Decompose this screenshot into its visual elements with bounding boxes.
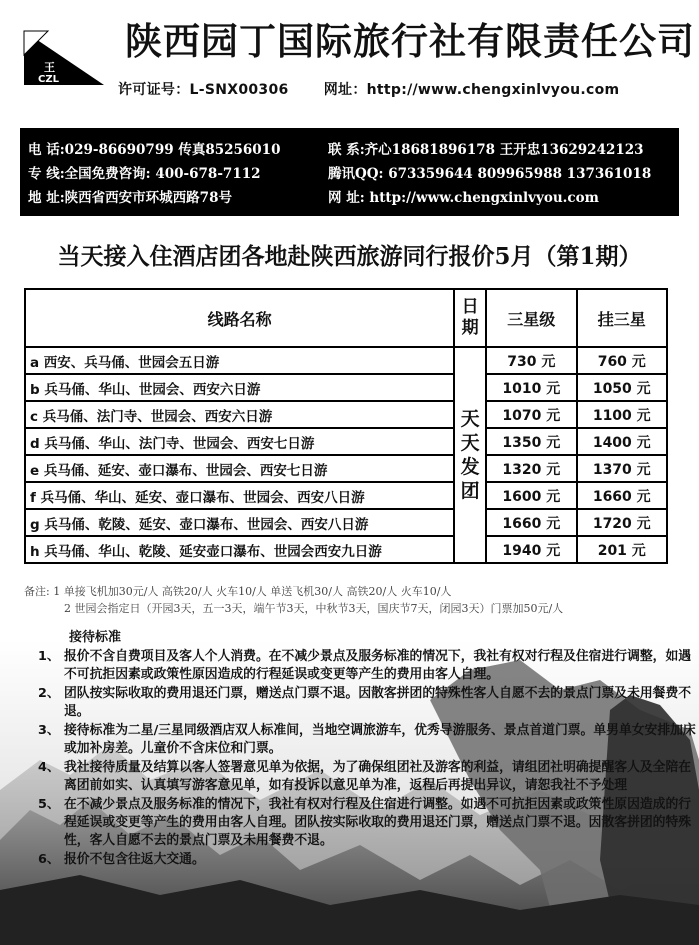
- page-title: 当天接入住酒店团各地赴陕西旅游同行报价5月（第1期）: [57, 243, 642, 270]
- price-above-three: 1660 元: [577, 482, 667, 509]
- route-name: d 兵马俑、华山、法门寺、世园会、西安七日游: [25, 428, 454, 455]
- contact-row: [28, 186, 679, 210]
- item-number: 4、: [38, 760, 60, 775]
- list-item: [38, 796, 698, 850]
- item-text: 接待标准为二星/三星同级酒店双人标准间，当地空调旅游车，优秀导游服务、景点首道门票。单男单女安排加床或加补房差。儿童价不含床位和门票。: [64, 723, 696, 756]
- price-three-star: 1070 元: [486, 401, 576, 428]
- departure-cell: [454, 347, 486, 563]
- list-item: [38, 851, 698, 869]
- price-three-star: 1010 元: [486, 374, 576, 401]
- departure-text: 天天发团: [460, 408, 480, 502]
- header-date-text: 日期: [461, 297, 479, 338]
- contact-box: [20, 128, 679, 216]
- list-item: [38, 648, 698, 684]
- standards-title: 接待标准: [69, 630, 122, 645]
- price-above-three: 1400 元: [577, 428, 667, 455]
- header-above-three: 挂三星: [577, 289, 667, 347]
- item-number: 5、: [38, 797, 60, 812]
- item-text: 我社接待质量及结算以客人签署意见单为依据，为了确保组团社及游客的利益，请组团社明确提醒客人及全陪在离团前如实、认真填写游客意见单，如有投诉以意见单为准，返程后再提出异议，请恕我社不予处理: [64, 760, 692, 793]
- note-line-2: 2 世园会指定日（开园3天，五一3天，端午节3天，中秋节3天，国庆节7天，闭园3天）门票加50元/人: [64, 602, 564, 615]
- item-text: 在不减少景点及服务标准的情况下，我社有权对行程及住宿进行调整。如遇不可抗拒因素或政策性原因造成的行程延误或变更等产生的费用由客人自理。团队按实际收取的费用退还门票，赠送点门票不退。因散客拼团的特殊性，客人自愿不去的景点门票及未用餐费不退。: [64, 797, 692, 848]
- price-above-three: 760 元: [577, 347, 667, 374]
- contact-row: [28, 138, 679, 162]
- header-three-star: 三星级: [486, 289, 576, 347]
- contact-website[interactable]: 网 址: http://www.chengxinlvyou.com: [328, 190, 599, 206]
- standards-list: [38, 648, 698, 870]
- table-row: [25, 347, 667, 374]
- table-row: [25, 536, 667, 563]
- route-name: e 兵马俑、延安、壶口瀑布、世园会、西安七日游: [25, 455, 454, 482]
- contact-row: [28, 162, 679, 186]
- table-row: [25, 401, 667, 428]
- item-number: 1、: [38, 649, 60, 664]
- price-above-three: 1370 元: [577, 455, 667, 482]
- header-route: 线路名称: [25, 289, 454, 347]
- contact-phone: 电 话:029-86690799 传真85256010: [28, 142, 281, 158]
- price-three-star: 1600 元: [486, 482, 576, 509]
- contact-address: 地 址:陕西省西安市环城西路78号: [28, 190, 232, 206]
- price-above-three: 1100 元: [577, 401, 667, 428]
- logo-text: CZL: [38, 74, 59, 85]
- item-text: 报价不包含往返大交通。: [64, 852, 205, 867]
- list-item: [38, 722, 698, 758]
- company-logo: [18, 25, 110, 91]
- table-row: [25, 374, 667, 401]
- license-number: 许可证号：L-SNX00306: [118, 82, 289, 98]
- price-above-three: 1720 元: [577, 509, 667, 536]
- company-name: 陕西园丁国际旅行社有限责任公司: [125, 20, 695, 63]
- route-name: a 西安、兵马俑、世园会五日游: [25, 347, 454, 374]
- website-link[interactable]: 网址：http://www.chengxinlvyou.com: [323, 82, 620, 98]
- price-three-star: 1660 元: [486, 509, 576, 536]
- list-item: [38, 759, 698, 795]
- price-above-three: 1050 元: [577, 374, 667, 401]
- table-row: [25, 455, 667, 482]
- route-name: c 兵马俑、法门寺、世园会、西安六日游: [25, 401, 454, 428]
- contact-hotline: 专 线:全国免费咨询: 400-678-7112: [28, 166, 261, 182]
- item-number: 6、: [38, 852, 60, 867]
- note-line-1: 备注: 1 单接飞机加30元/人 高铁20/人 火车10/人 单送飞机30/人 高铁20/人 火车10/人: [24, 585, 452, 598]
- table-row: [25, 482, 667, 509]
- svg-text:王: 王: [44, 61, 55, 74]
- price-table: [24, 288, 668, 564]
- license-line: [118, 79, 649, 99]
- item-text: 团队按实际收取的费用退还门票，赠送点门票不退。因散客拼团的特殊性客人自愿不去的景点门票及未用餐费不退。: [64, 686, 692, 719]
- notes: [24, 583, 563, 617]
- table-row: [25, 428, 667, 455]
- table-row: [25, 509, 667, 536]
- contact-person: 联 系:齐心18681896178 王开忠13629242123: [328, 142, 644, 158]
- item-number: 3、: [38, 723, 60, 738]
- header-date: [454, 289, 486, 347]
- price-three-star: 1320 元: [486, 455, 576, 482]
- price-three-star: 730 元: [486, 347, 576, 374]
- contact-qq: 腾讯QQ: 673359644 809965988 137361018: [328, 166, 652, 182]
- item-number: 2、: [38, 686, 60, 701]
- route-name: f 兵马俑、华山、延安、壶口瀑布、世园会、西安八日游: [25, 482, 454, 509]
- list-item: [38, 685, 698, 721]
- table-header-row: [25, 289, 667, 347]
- price-above-three: 201 元: [577, 536, 667, 563]
- route-name: b 兵马俑、华山、世园会、西安六日游: [25, 374, 454, 401]
- price-three-star: 1940 元: [486, 536, 576, 563]
- price-three-star: 1350 元: [486, 428, 576, 455]
- route-name: h 兵马俑、华山、乾陵、延安壶口瀑布、世园会西安九日游: [25, 536, 454, 563]
- item-text: 报价不含自费项目及客人个人消费。在不减少景点及服务标准的情况下，我社有权对行程及住宿进行调整，如遇不可抗拒因素或政策性原因造成的行程延误或变更等产生的费用由客人自理。: [64, 649, 692, 682]
- route-name: g 兵马俑、乾陵、延安、壶口瀑布、世园会、西安八日游: [25, 509, 454, 536]
